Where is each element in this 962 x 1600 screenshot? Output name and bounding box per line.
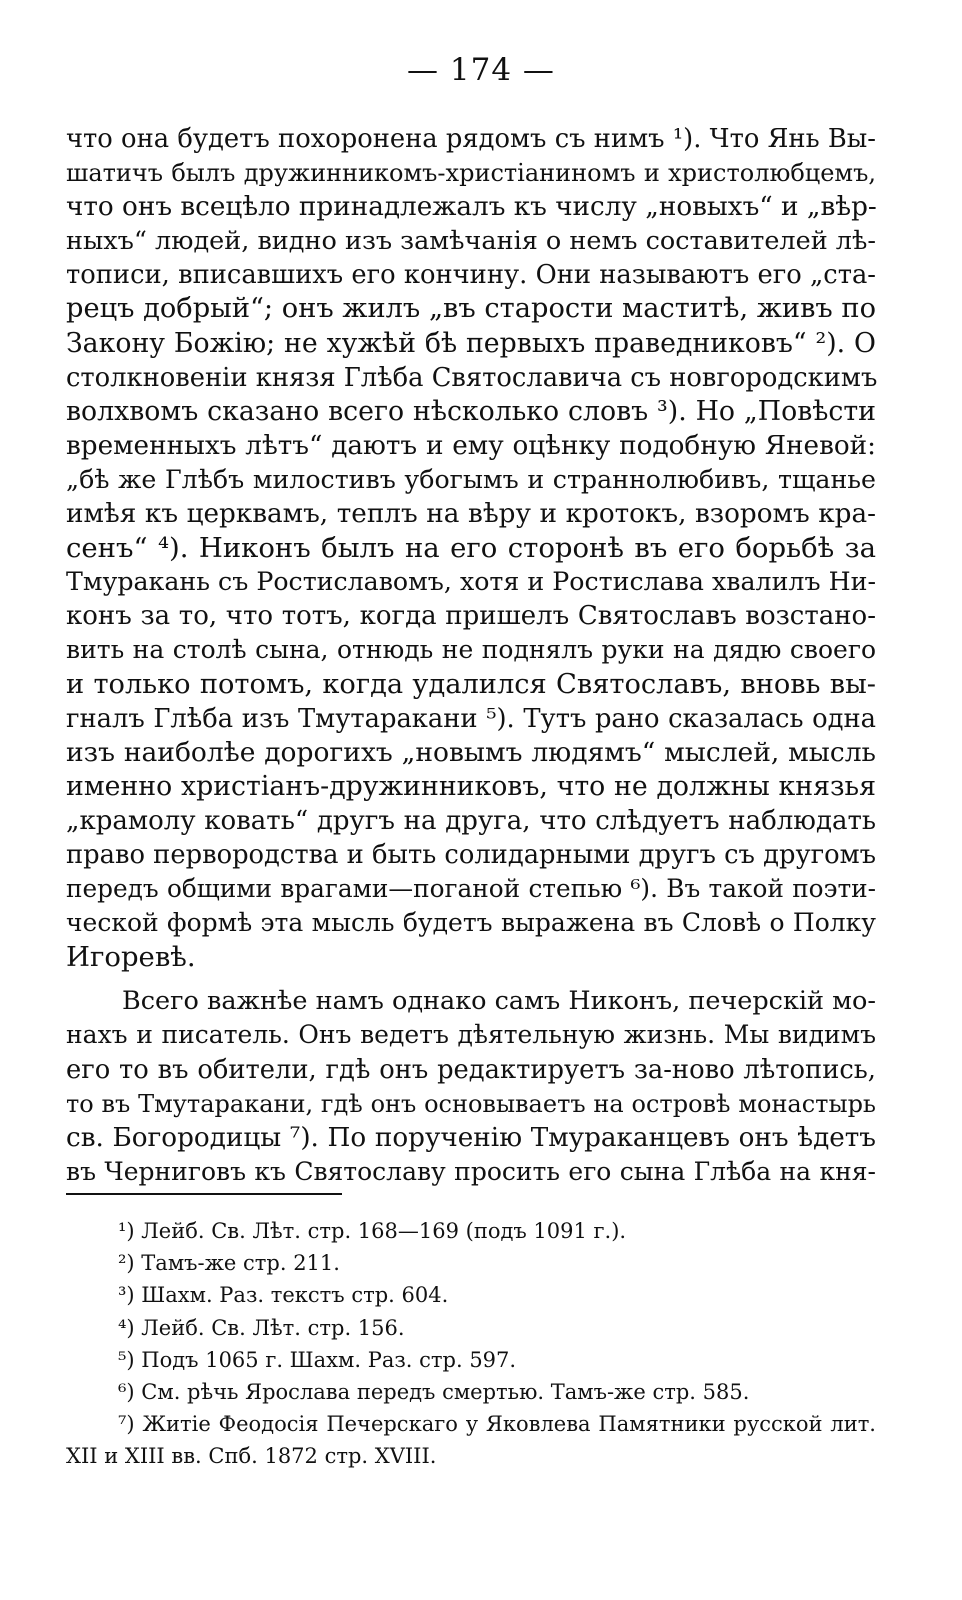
text-line: ческой формѣ эта мысль будетъ выражена въ Словѣ о Полку: [66, 908, 876, 938]
text-line: конъ за то, что тотъ, когда пришелъ Святославъ возстано-: [66, 601, 876, 632]
footnote: ¹) Лейб. Св. Лѣт. стр. 168—169 (подъ 1091 г.).: [118, 1219, 627, 1243]
text-line: столкновеніи князя Глѣба Святославича съ новгородскимъ: [66, 362, 878, 393]
text-line: „бѣ же Глѣбъ милостивъ убогымъ и страннолюбивъ, тщанье: [66, 464, 876, 494]
text-line: Всего важнѣе намъ однако самъ Никонъ, печерскій мо-: [122, 986, 876, 1017]
paragraph-1: [66, 122, 876, 974]
text-line: вить на столѣ сына, отнюдь не поднялъ руки на дядю своего: [66, 635, 876, 665]
footnote: ⁶) См. рѣчь Ярослава передъ смертью. Тамъ-же стр. 585.: [118, 1379, 750, 1404]
text-line: что она будетъ похоронена рядомъ съ нимъ ¹). Что Янь Вы-: [66, 124, 876, 154]
text-line: тописи, вписавшихъ его кончину. Они называютъ его „ста-: [66, 260, 876, 291]
text-line: именно христіанъ-дружинниковъ, что не должны князья: [66, 770, 876, 802]
text-line: временныхъ лѣтъ“ даютъ и ему оцѣнку подобную Яневой:: [66, 430, 876, 461]
body-text: [66, 122, 876, 1189]
text-line: шатичъ былъ дружинникомъ-христіаниномъ и христолюбцемъ,: [66, 159, 876, 188]
text-line: и только потомъ, когда удалился Святославъ, вновь вы-: [66, 668, 876, 700]
footnote: ²) Тамъ-же стр. 211.: [118, 1251, 340, 1276]
text-line: св. Богородицы ⁷). По порученію Тмураканцевъ онъ ѣдетъ: [66, 1122, 876, 1153]
text-line: нахъ и писатель. Онъ ведетъ дѣятельную жизнь. Мы видимъ: [66, 1020, 876, 1050]
text-line: „крамолу ковать“ другъ на друга, что слѣдуетъ наблюдать: [66, 805, 876, 836]
text-line: изъ наиболѣе дорогихъ „новымъ людямъ“ мыслей, мысль: [66, 736, 876, 768]
text-line: передъ общими врагами—поганой степью ⁶). Въ такой поэти-: [66, 874, 876, 904]
text-line: право первородства и быть солидарными другъ съ другомъ: [66, 839, 877, 870]
text-line: то въ Тмутаракани, гдѣ онъ основываетъ на островѣ монастырь: [66, 1089, 876, 1118]
text-line: гналъ Глѣба изъ Тмутаракани ⁵). Тутъ рано сказалась одна: [66, 703, 876, 734]
footnote: ⁵) Подъ 1065 г. Шахм. Раз. стр. 597.: [118, 1347, 517, 1372]
footnote: ³) Шахм. Раз. текстъ стр. 604.: [118, 1283, 449, 1308]
text-line: ныхъ“ людей, видно изъ замѣчанія о немъ составителей лѣ-: [66, 226, 876, 257]
text-line: волхвомъ сказано всего нѣсколько словъ ³). Но „Повѣсти: [66, 395, 876, 427]
text-line: что онъ всецѣло принадлежалъ къ числу „новыхъ“ и „вѣр-: [66, 192, 877, 223]
text-line: Тмуракань съ Ростиславомъ, хотя и Ростислава хвалилъ Ни-: [66, 567, 876, 597]
paragraph-gap: [66, 974, 876, 984]
footnote: ⁷) Житіе Феодосія Печерскаго у Яковлева Памятники русской лит.: [118, 1412, 876, 1437]
footnote-separator: [66, 1193, 342, 1195]
text-line: его то въ обители, гдѣ онъ редактируетъ за-ново лѣтопись,: [66, 1054, 876, 1085]
text-line: въ Черниговъ къ Святославу просить его сына Глѣба на кня-: [66, 1156, 876, 1186]
text-line: рецъ добрый“; онъ жилъ „въ старости маститѣ, живъ по: [66, 293, 876, 325]
text-line: имѣя къ церквамъ, теплъ на вѣру и кротокъ, взоромъ кра-: [66, 499, 876, 530]
paragraph-2: [66, 984, 876, 1189]
footnote: ⁴) Лейб. Св. Лѣт. стр. 156.: [118, 1315, 405, 1340]
page-number: — 174 —: [407, 52, 555, 88]
text-line: сенъ“ ⁴). Никонъ былъ на его сторонѣ въ его борьбѣ за: [66, 532, 876, 565]
text-line: Игоревѣ.: [66, 941, 196, 974]
footnotes: [66, 1215, 876, 1473]
footnote-continuation: XII и XIII вв. Спб. 1872 стр. XVIII.: [66, 1444, 437, 1469]
text-line: Закону Божію; не хужѣй бѣ первыхъ праведниковъ“ ²). О: [66, 327, 876, 359]
